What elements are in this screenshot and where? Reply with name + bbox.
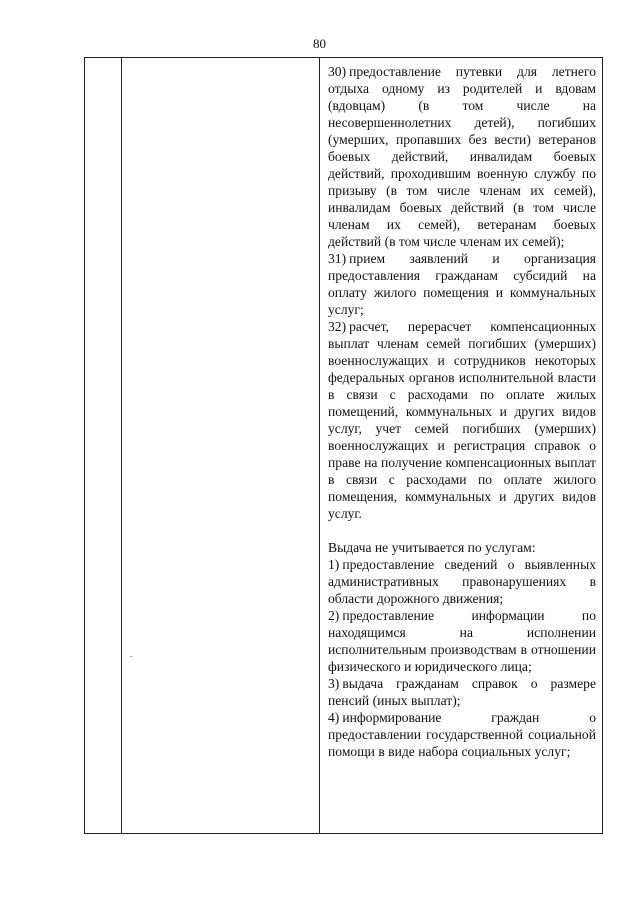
exclusion-item-3: [328, 675, 596, 709]
list-item-number: 3): [328, 676, 340, 691]
scan-artifact-mark: [130, 656, 133, 657]
list-item-number: 30): [328, 64, 347, 79]
list-item-text: выдача гражданам справок о размере пенсий (иных выплат);: [328, 676, 596, 708]
list-item-31: [328, 250, 596, 318]
list-item-text: прием заявлений и организация предоставления гражданам субсидий на оплату жилого помещения и коммунальных услуг;: [328, 251, 596, 317]
exclusion-item-1: [328, 556, 596, 607]
list-item-number: 2): [328, 608, 340, 623]
table-column-divider-2: [319, 58, 320, 833]
list-item-text: предоставление путевки для летнего отдыха одному из родителей и вдовам (вдовцам) (в том числе на несовершеннолетних детей), погибших (умерших, пропавших без вести) ветеранов боевых действий, инвалидам боевых действий, проходившим военную службу по призыву (в том числе членам их семей), инвалидам боевых действий (в том числе членам их семей), ветеранам боевых действий (в том числе членам их семей);: [328, 64, 596, 249]
list-item-30: [328, 63, 596, 250]
page-number: 80: [313, 36, 326, 51]
exclusions-heading: Выдача не учитывается по услугам:: [328, 540, 536, 555]
document-table: [84, 57, 603, 834]
list-item-text: расчет, перерасчет компенсационных выплат членам семей погибших (умерших) военнослужащих и сотрудников некоторых федеральных органов исполнительной власти в связи с расходами по оплате жилых помещений, коммунальных и других видов услуг, учет семей погибших (умерших) военнослужащих и регистрация справок о праве на получение компенсационных выплат в связи с расходами по оплате жилого помещения, коммунальных и других видов услуг.: [328, 319, 596, 521]
list-item-text: информирование граждан о предоставлении государственной социальной помощи в виде набора социальных услуг;: [328, 710, 596, 759]
list-item-text: предоставление сведений о выявленных административных правонарушениях в области дорожного движения;: [328, 557, 596, 606]
exclusion-item-4: [328, 709, 596, 760]
list-item-number: 31): [328, 251, 347, 266]
paragraph-spacer: [328, 522, 596, 539]
list-item-number: 32): [328, 319, 347, 334]
list-item-number: 1): [328, 557, 340, 572]
exclusion-item-2: [328, 607, 596, 675]
list-item-number: 4): [328, 710, 340, 725]
list-item-32: [328, 318, 596, 522]
table-cell-services: [328, 63, 596, 760]
table-column-divider-1: [121, 58, 122, 833]
list-item-text: предоставление информации по находящимся на исполнении исполнительным производствам в отношении физического и юридического лица;: [328, 608, 596, 674]
